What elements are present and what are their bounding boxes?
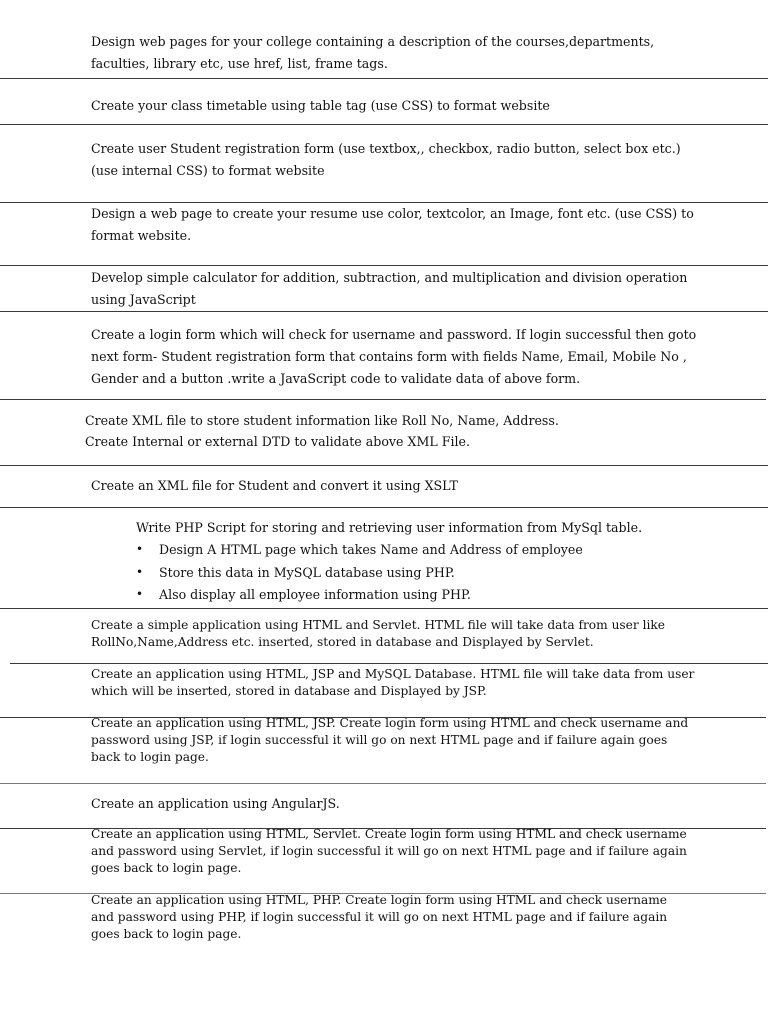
task-9-bullet-2: Store this data in MySQL database using PHP. xyxy=(159,565,455,580)
bullet-icon: • xyxy=(136,587,144,601)
task-7-line-1: Create XML file to store student information like Roll No, Name, Address. xyxy=(85,413,559,428)
task-14-line-2: and password using Servlet, if login successful it will go on next HTML page and if failure again xyxy=(91,844,687,858)
row-divider xyxy=(0,124,768,125)
task-14-line-1: Create an application using HTML, Servlet. Create login form using HTML and check username xyxy=(91,827,687,841)
task-9-bullet-1: Design A HTML page which takes Name and Address of employee xyxy=(159,542,583,557)
task-2-line-1: Create your class timetable using table tag (use CSS) to format website xyxy=(91,98,550,113)
task-6-line-1: Create a login form which will check for username and password. If login successful then goto xyxy=(91,327,697,342)
row-divider xyxy=(0,78,768,79)
row-divider xyxy=(0,783,766,784)
task-3-line-1: Create user Student registration form (use textbox,, checkbox, radio button, select box etc.) xyxy=(91,141,681,156)
bullet-icon: • xyxy=(136,565,144,579)
row-divider xyxy=(0,399,766,400)
task-10-line-2: RollNo,Name,Address etc. inserted, stored in database and Displayed by Servlet. xyxy=(91,635,594,649)
task-5-line-2: using JavaScript xyxy=(91,292,196,307)
task-15-line-3: goes back to login page. xyxy=(91,927,242,941)
task-1-line-2: faculties, library etc, use href, list, frame tags. xyxy=(91,56,388,71)
row-divider xyxy=(0,507,768,508)
row-divider xyxy=(0,265,768,266)
task-4-line-1: Design a web page to create your resume use color, textcolor, an Image, font etc. (use CSS) to xyxy=(91,206,694,221)
row-divider xyxy=(0,202,768,203)
task-11-line-1: Create an application using HTML, JSP and MySQL Database. HTML file will take data from user xyxy=(91,667,695,681)
row-divider xyxy=(0,311,768,312)
task-12-line-3: back to login page. xyxy=(91,750,209,764)
bullet-icon: • xyxy=(136,542,144,556)
task-9-heading: Write PHP Script for storing and retrieving user information from MySql table. xyxy=(136,520,643,535)
task-5-line-1: Develop simple calculator for addition, subtraction, and multiplication and division operation xyxy=(91,270,688,285)
task-13-line-1: Create an application using AngularJS. xyxy=(91,796,340,811)
task-6-line-3: Gender and a button .write a JavaScript code to validate data of above form. xyxy=(91,371,581,386)
task-6-line-2: next form- Student registration form that contains form with fields Name, Email, Mobile No , xyxy=(91,349,687,364)
row-divider xyxy=(10,663,768,664)
task-11-line-2: which will be inserted, stored in database and Displayed by JSP. xyxy=(91,684,487,698)
task-12-line-2: password using JSP, if login successful it will go on next HTML page and if failure again goes xyxy=(91,733,668,747)
task-4-line-2: format website. xyxy=(91,228,192,243)
task-3-line-2: (use internal CSS) to format website xyxy=(91,163,325,178)
row-divider xyxy=(0,608,768,609)
task-9-bullet-3: Also display all employee information using PHP. xyxy=(159,587,471,602)
task-10-line-1: Create a simple application using HTML and Servlet. HTML file will take data from user like xyxy=(91,618,665,632)
task-1-line-1: Design web pages for your college containing a description of the courses,departments, xyxy=(91,34,655,49)
row-divider xyxy=(0,465,768,466)
task-7-line-2: Create Internal or external DTD to validate above XML File. xyxy=(85,434,470,449)
task-8-line-1: Create an XML file for Student and convert it using XSLT xyxy=(91,478,458,493)
task-14-line-3: goes back to login page. xyxy=(91,861,242,875)
task-15-line-2: and password using PHP, if login successful it will go on next HTML page and if failure again xyxy=(91,910,668,924)
task-15-line-1: Create an application using HTML, PHP. Create login form using HTML and check username xyxy=(91,893,668,907)
task-12-line-1: Create an application using HTML, JSP. Create login form using HTML and check username and xyxy=(91,716,689,730)
